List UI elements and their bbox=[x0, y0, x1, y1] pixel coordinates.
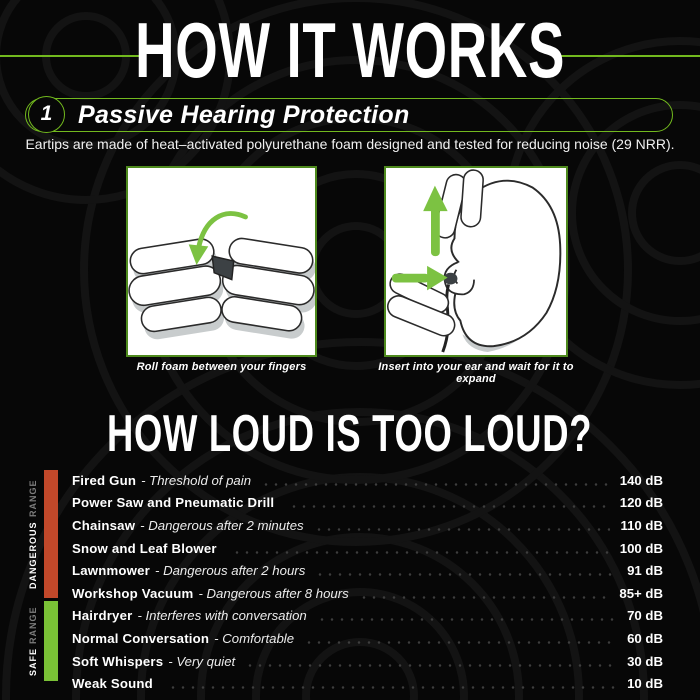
sound-source-description: - Threshold of pain bbox=[141, 472, 252, 488]
section-number-badge: 1 bbox=[28, 96, 65, 133]
loudness-title bbox=[0, 404, 700, 462]
decibel-value: 100 dB bbox=[619, 540, 663, 556]
dotted-leader bbox=[304, 641, 617, 644]
sound-source-label: Normal Conversation bbox=[72, 630, 210, 646]
range-word: RANGE bbox=[28, 479, 38, 517]
decibel-value: 120 dB bbox=[619, 495, 663, 511]
sound-source-label: Chainsaw bbox=[72, 517, 136, 533]
dotted-leader bbox=[261, 483, 610, 486]
page-title bbox=[0, 0, 700, 96]
decibel-value: 140 dB bbox=[619, 472, 663, 488]
safe-range-label bbox=[26, 601, 40, 681]
range-word: RANGE bbox=[28, 606, 38, 644]
sound-source-label: Fired Gun bbox=[72, 472, 137, 488]
table-row bbox=[72, 469, 663, 492]
sound-source-label: Weak Sound bbox=[72, 676, 153, 692]
sound-source-label: Snow and Leaf Blower bbox=[72, 540, 217, 556]
dotted-leader bbox=[232, 551, 610, 554]
sound-source-label: Soft Whispers bbox=[72, 653, 164, 669]
dotted-leader bbox=[314, 528, 611, 531]
figure-roll-foam bbox=[126, 166, 317, 357]
table-row bbox=[72, 650, 663, 673]
decibel-value: 60 dB bbox=[627, 630, 663, 646]
sound-source-description: - Dangerous after 2 hours bbox=[155, 563, 306, 579]
dotted-leader bbox=[315, 573, 617, 576]
table-row bbox=[72, 537, 663, 560]
decibel-value: 91 dB bbox=[627, 563, 663, 579]
table-row bbox=[72, 559, 663, 582]
figure-caption-insert: Insert into your ear and wait for it to expand bbox=[378, 361, 574, 385]
table-row bbox=[72, 627, 663, 650]
figure-insert-ear bbox=[384, 166, 568, 357]
sound-source-description: - Very quiet bbox=[168, 653, 236, 669]
dotted-leader bbox=[359, 596, 610, 599]
sound-source-label: Lawnmower bbox=[72, 563, 151, 579]
dotted-leader bbox=[317, 618, 617, 621]
ear-insertion-illustration bbox=[386, 168, 566, 355]
dangerous-range-bar bbox=[44, 470, 58, 598]
table-row bbox=[72, 582, 663, 605]
dangerous-range-label bbox=[26, 470, 40, 598]
section-description: Eartips are made of heat–activated polyurethane foam designed and tested for reducing noise (29 NRR). bbox=[25, 136, 675, 152]
figure-caption-roll: Roll foam between your fingers bbox=[136, 361, 307, 373]
table-row bbox=[72, 492, 663, 515]
decibel-table bbox=[72, 469, 663, 695]
loudness-title-text: HOW LOUD IS TOO LOUD? bbox=[107, 405, 593, 463]
dotted-leader bbox=[168, 686, 617, 689]
right-hand bbox=[216, 236, 315, 334]
dotted-leader bbox=[289, 505, 610, 508]
dotted-leader bbox=[245, 664, 617, 667]
safe-range-bar bbox=[44, 601, 58, 681]
left-hand bbox=[128, 237, 227, 335]
safe-word: SAFE bbox=[28, 647, 38, 676]
sound-source-label: Hairdryer bbox=[72, 608, 133, 624]
sound-source-description: - Dangerous after 8 hours bbox=[198, 585, 349, 601]
table-row bbox=[72, 672, 663, 695]
decibel-value: 110 dB bbox=[620, 517, 663, 533]
decibel-value: 10 dB bbox=[627, 676, 663, 692]
decibel-value: 30 dB bbox=[627, 653, 663, 669]
rolling-foam-illustration bbox=[128, 168, 315, 355]
sound-source-description: - Interferes with conversation bbox=[137, 608, 307, 624]
page-title-text: HOW IT WORKS bbox=[134, 6, 565, 94]
dangerous-word: DANGEROUS bbox=[28, 521, 38, 589]
decibel-value: 70 dB bbox=[627, 608, 663, 624]
sound-source-description: - Dangerous after 2 minutes bbox=[140, 517, 304, 533]
table-row bbox=[72, 514, 663, 537]
sound-source-label: Power Saw and Pneumatic Drill bbox=[72, 495, 275, 511]
decibel-value: 85+ dB bbox=[619, 585, 663, 601]
section-title: Passive Hearing Protection bbox=[78, 101, 410, 129]
sound-source-description: - Comfortable bbox=[214, 630, 295, 646]
table-row bbox=[72, 605, 663, 628]
sound-source-label: Workshop Vacuum bbox=[72, 585, 194, 601]
